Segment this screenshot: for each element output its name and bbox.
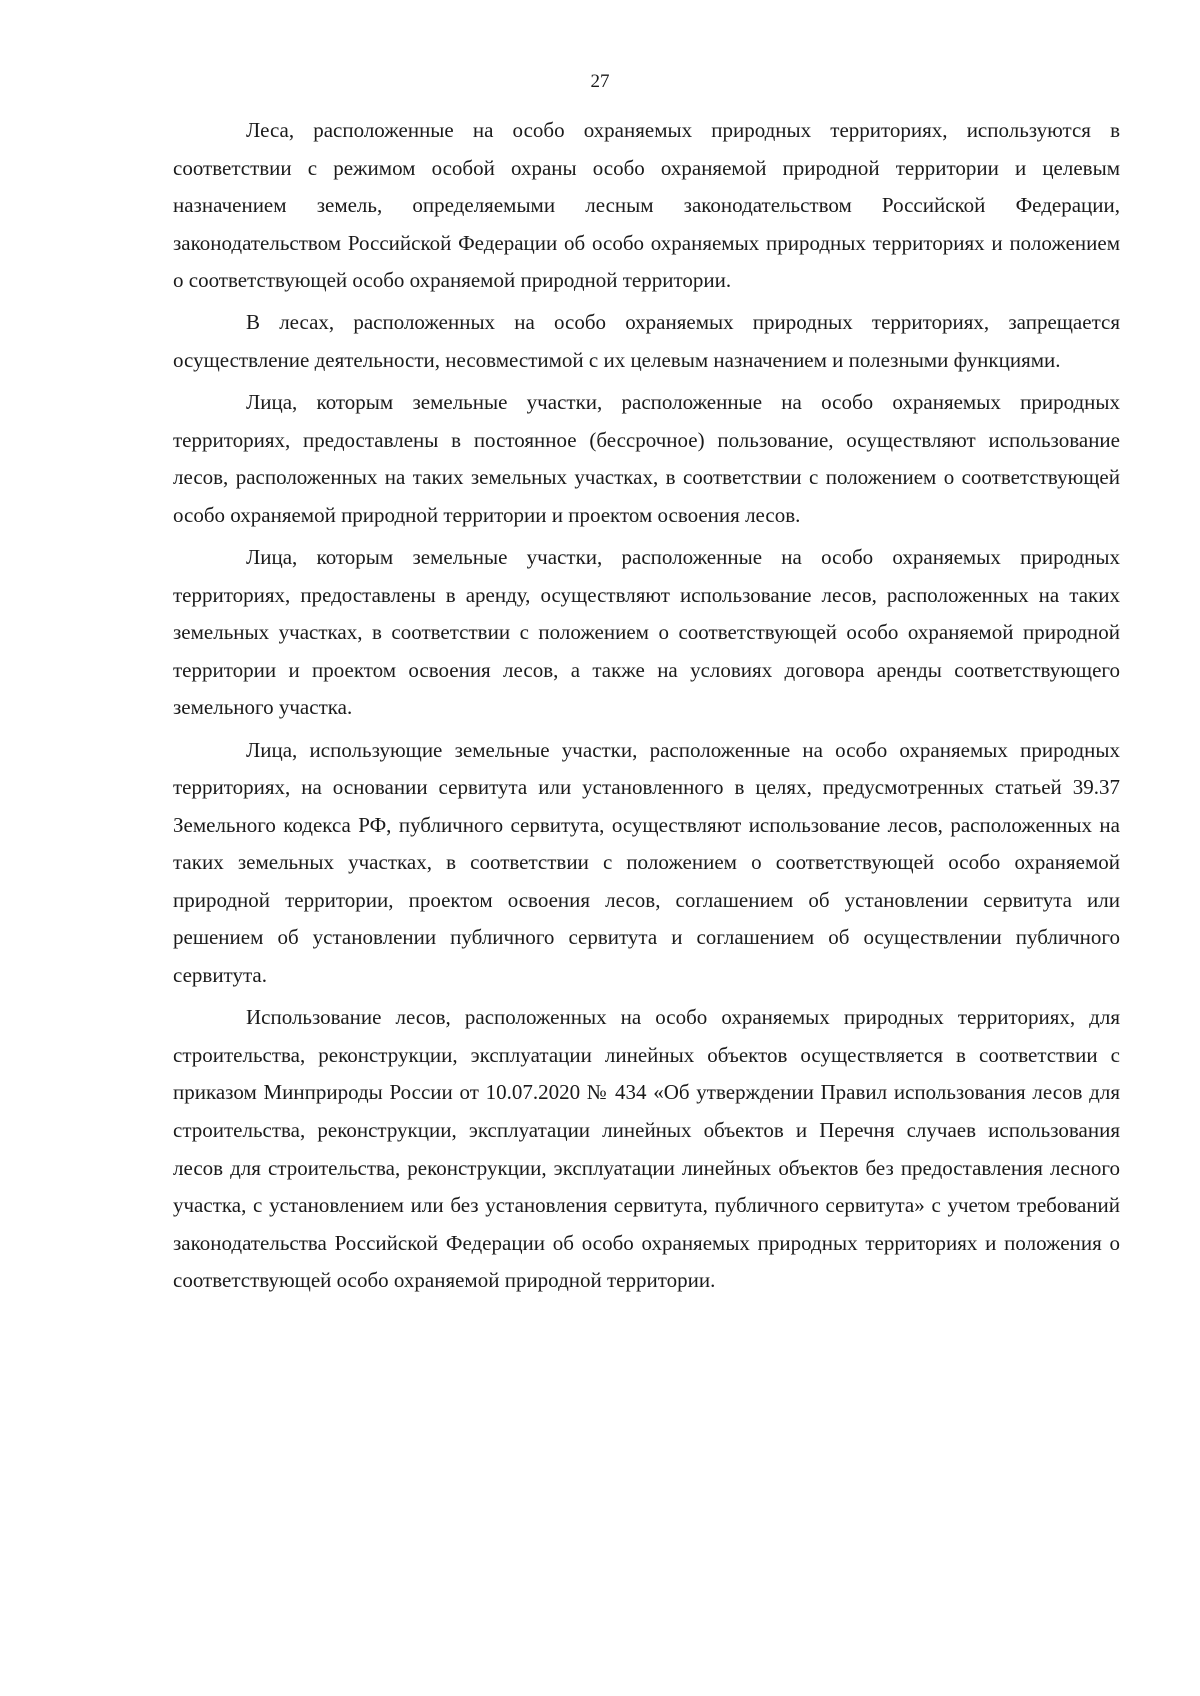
paragraph: Лица, которым земельные участки, расположенные на особо охраняемых природных территориях, предоставлены в аренду, осуществляют использование лесов, расположенных на таких земельных участках, в соответствии с положением о соответствующей особо охраняемой природной территории и проектом освоения лесов, а также на условиях договора аренды соответствующего земельного участка. [173, 545, 1120, 720]
paragraph: Леса, расположенные на особо охраняемых природных территориях, используются в соответствии с режимом особой охраны особо охраняемой природной территории и целевым назначением земель, определяемыми лесным законодательством Российской Федерации, законодательством Российской Федерации об особо охраняемых природных территориях и положением о соответствующей особо охраняемой природной территории. [173, 118, 1120, 293]
paragraph: Лица, использующие земельные участки, расположенные на особо охраняемых природных территориях, на основании сервитута или установленного в целях, предусмотренных статьей 39.37 Земельного кодекса РФ, публичного сервитута, осуществляют использование лесов, расположенных на таких земельных участках, в соответствии с положением о соответствующей особо охраняемой природной территории, проектом освоения лесов, соглашением об установлении сервитута или решением об установлении публичного сервитута и соглашением об осуществлении публичного сервитута. [173, 737, 1120, 988]
page-number: 27 [590, 71, 610, 92]
paragraph: Использование лесов, расположенных на особо охраняемых природных территориях, для строительства, реконструкции, эксплуатации линейных объектов осуществляется в соответствии с приказом Минприроды России от 10.07.2020 № 434 «Об утверждении Правил использования лесов для строительства, реконструкции, эксплуатации линейных объектов и Перечня случаев использования лесов для строительства, реконструкции, эксплуатации линейных объектов без предоставления лесного участка, с установлением или без установления сервитута, публичного сервитута» с учетом требований законодательства Российской Федерации об особо охраняемых природных территориях и положения о соответствующей особо охраняемой природной территории. [173, 1005, 1120, 1293]
paragraph: В лесах, расположенных на особо охраняемых природных территориях, запрещается осуществление деятельности, несовместимой с их целевым назначением и полезными функциями. [173, 310, 1120, 373]
paragraph: Лица, которым земельные участки, расположенные на особо охраняемых природных территориях, предоставлены в постоянное (бессрочное) пользование, осуществляют использование лесов, расположенных на таких земельных участках, в соответствии с положением о соответствующей особо охраняемой природной территории и проектом освоения лесов. [173, 390, 1120, 527]
body-text [173, 112, 1120, 1304]
